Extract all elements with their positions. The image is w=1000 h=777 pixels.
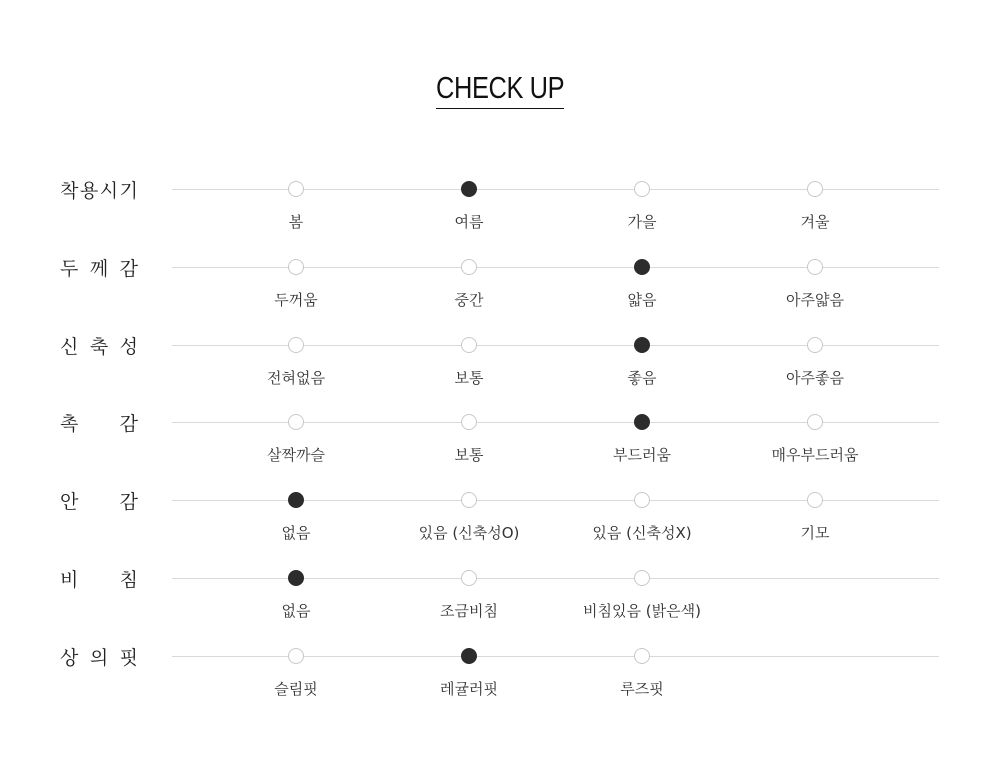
row-label-char: 의 bbox=[89, 646, 109, 669]
row-label-char: 께 bbox=[89, 257, 109, 280]
option-label: 루즈핏 bbox=[620, 680, 664, 698]
option-label: 중간 bbox=[454, 291, 484, 309]
row-label-char: 기 bbox=[119, 179, 138, 202]
checkup-row bbox=[0, 646, 1000, 716]
option-label: 봄 bbox=[288, 213, 304, 231]
page-title-wrap bbox=[0, 70, 1000, 109]
row-label-char: 신 bbox=[60, 335, 79, 358]
row-label-char: 감 bbox=[119, 257, 138, 280]
option-label: 레귤러핏 bbox=[440, 680, 498, 698]
checkup-row bbox=[0, 257, 1000, 327]
empty-dot-icon bbox=[288, 648, 304, 664]
empty-dot-icon bbox=[288, 181, 304, 197]
selected-dot-icon bbox=[634, 414, 650, 430]
empty-dot-icon bbox=[288, 414, 304, 430]
option-label: 보통 bbox=[454, 369, 484, 387]
option-label: 매우부드러움 bbox=[771, 446, 859, 464]
row-label-char: 축 bbox=[89, 335, 109, 358]
empty-dot-icon bbox=[288, 259, 304, 275]
option-label: 없음 bbox=[281, 602, 311, 620]
empty-dot-icon bbox=[807, 259, 823, 275]
option-label: 얇음 bbox=[627, 291, 657, 309]
row-label-char: 핏 bbox=[119, 646, 138, 669]
selected-dot-icon bbox=[634, 259, 650, 275]
row-label bbox=[60, 333, 138, 357]
option-label: 여름 bbox=[454, 213, 484, 231]
row-label-char: 용 bbox=[79, 179, 99, 202]
checkup-row bbox=[0, 568, 1000, 638]
checkup-row bbox=[0, 179, 1000, 249]
checkup-row bbox=[0, 412, 1000, 482]
row-label bbox=[60, 644, 138, 668]
empty-dot-icon bbox=[634, 570, 650, 586]
empty-dot-icon bbox=[807, 337, 823, 353]
row-label-char: 비 bbox=[60, 568, 79, 591]
checkup-row bbox=[0, 335, 1000, 405]
selected-dot-icon bbox=[461, 181, 477, 197]
empty-dot-icon bbox=[288, 337, 304, 353]
option-label: 있음 (신축성X) bbox=[592, 524, 692, 542]
selected-dot-icon bbox=[634, 337, 650, 353]
option-label: 비침있음 (밝은색) bbox=[583, 602, 701, 620]
selected-dot-icon bbox=[461, 648, 477, 664]
option-label: 두꺼움 bbox=[274, 291, 318, 309]
empty-dot-icon bbox=[807, 414, 823, 430]
option-label: 없음 bbox=[281, 524, 311, 542]
row-label bbox=[60, 410, 138, 434]
row-label-char: 두 bbox=[60, 257, 79, 280]
row-label bbox=[60, 255, 138, 279]
empty-dot-icon bbox=[461, 259, 477, 275]
page-title: CHECK UP bbox=[436, 70, 564, 109]
empty-dot-icon bbox=[807, 492, 823, 508]
option-label: 겨울 bbox=[800, 213, 830, 231]
option-label: 부드러움 bbox=[613, 446, 671, 464]
option-label: 전혀없음 bbox=[267, 369, 325, 387]
option-label: 가을 bbox=[627, 213, 657, 231]
empty-dot-icon bbox=[461, 492, 477, 508]
option-label: 아주좋음 bbox=[786, 369, 844, 387]
selected-dot-icon bbox=[288, 570, 304, 586]
empty-dot-icon bbox=[634, 181, 650, 197]
selected-dot-icon bbox=[288, 492, 304, 508]
option-label: 좋음 bbox=[627, 369, 657, 387]
row-label-char: 착 bbox=[60, 179, 79, 202]
row-label-char: 성 bbox=[119, 335, 138, 358]
row-label-char: 안 bbox=[60, 490, 79, 513]
empty-dot-icon bbox=[634, 492, 650, 508]
option-label: 있음 (신축성O) bbox=[418, 524, 520, 542]
empty-dot-icon bbox=[807, 181, 823, 197]
empty-dot-icon bbox=[461, 570, 477, 586]
option-label: 살짝까슬 bbox=[267, 446, 325, 464]
option-label: 보통 bbox=[454, 446, 484, 464]
row-label bbox=[60, 566, 138, 590]
row-label-char: 촉 bbox=[60, 412, 79, 435]
option-label: 조금비침 bbox=[440, 602, 498, 620]
option-label: 슬림핏 bbox=[274, 680, 318, 698]
row-label-char: 시 bbox=[99, 179, 119, 202]
checkup-row bbox=[0, 490, 1000, 560]
empty-dot-icon bbox=[461, 337, 477, 353]
row-label-char: 침 bbox=[119, 568, 138, 591]
row-label bbox=[60, 177, 138, 201]
row-label bbox=[60, 488, 138, 512]
option-label: 아주얇음 bbox=[786, 291, 844, 309]
row-label-char: 감 bbox=[119, 412, 138, 435]
empty-dot-icon bbox=[461, 414, 477, 430]
empty-dot-icon bbox=[634, 648, 650, 664]
row-label-char: 감 bbox=[119, 490, 138, 513]
row-label-char: 상 bbox=[60, 646, 79, 669]
option-label: 기모 bbox=[800, 524, 830, 542]
